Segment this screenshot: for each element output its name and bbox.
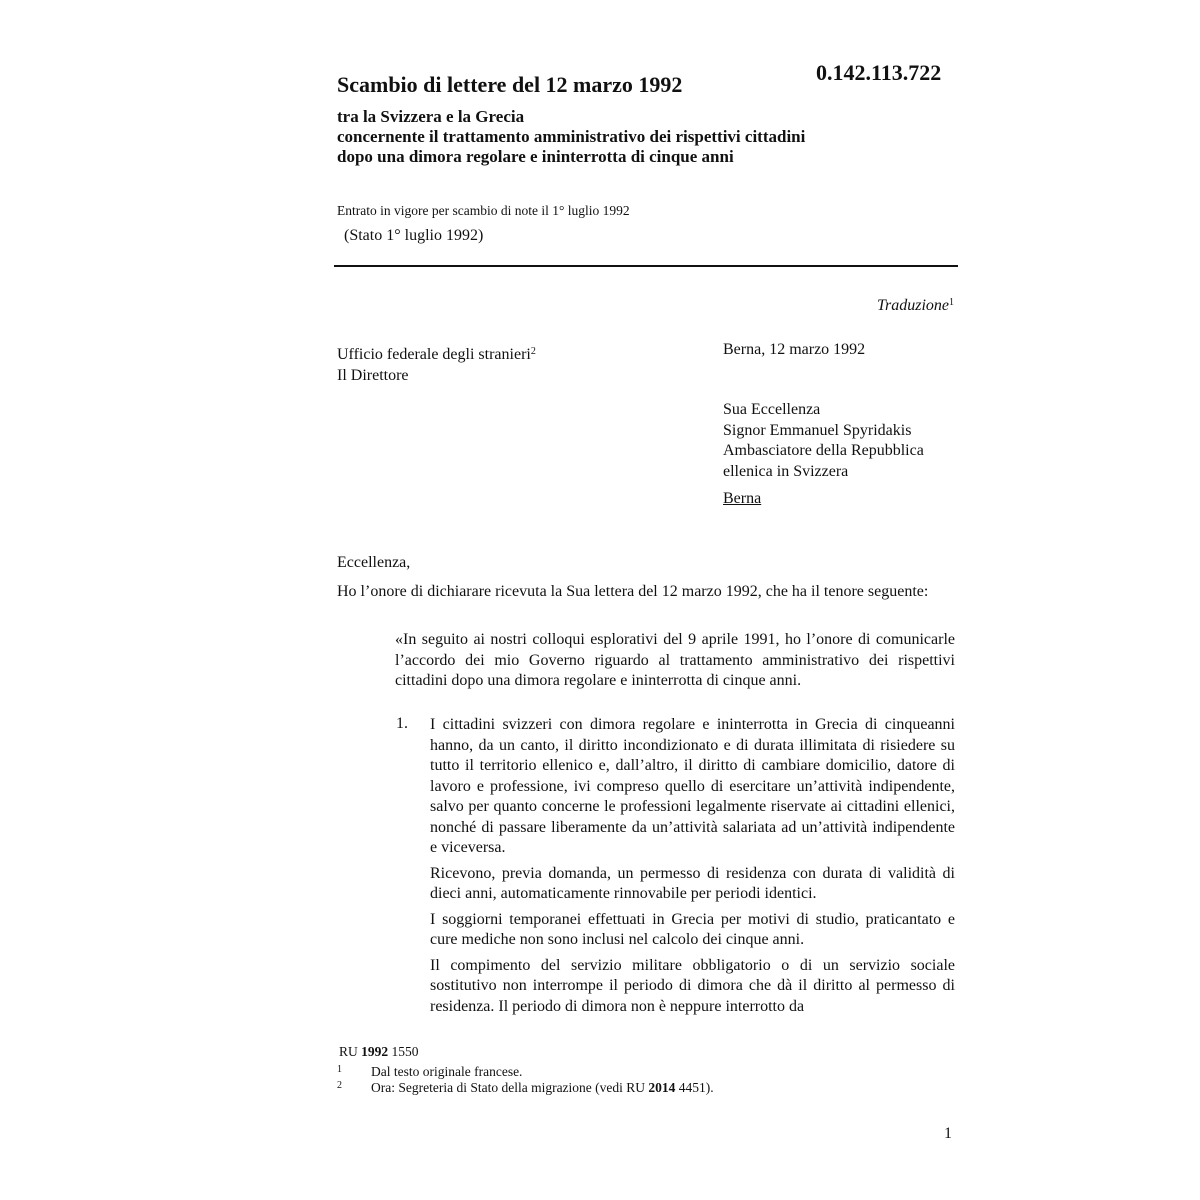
sender-block bbox=[337, 341, 536, 386]
letter-date: Berna, 12 marzo 1992 bbox=[723, 341, 866, 358]
sender-role: Il Direttore bbox=[337, 367, 409, 384]
item-paragraph: I soggiorni temporanei effettuati in Grecia per motivi di studio, praticantato e cure mediche non sono inclusi nel calcolo dei cinque anni. bbox=[430, 910, 955, 948]
footnote-ref[interactable]: 1 bbox=[949, 297, 954, 308]
footnote-text-part: Ora: Segreteria di Stato della migrazione (vedi RU bbox=[371, 1080, 646, 1095]
item-paragraph: Il compimento del servizio militare obbligatorio o di un servizio sociale sostitutivo non interrompe il periodo di dimora che dà il diritto al permesso di residenza. Il periodo di dimora non è neppure interrotto da bbox=[430, 956, 955, 1015]
footnote bbox=[337, 1064, 714, 1080]
header-divider bbox=[334, 265, 958, 267]
list-item-number: 1. bbox=[396, 715, 408, 732]
ru-reference bbox=[339, 1044, 419, 1060]
subtitle-line: concernente il trattamento amministrativo dei rispettivi cittadini bbox=[337, 127, 806, 146]
intro-paragraph: Ho l’onore di dichiarare ricevuta la Sua lettera del 12 marzo 1992, che ha il tenore seguente: bbox=[337, 583, 929, 600]
salutation: Eccellenza, bbox=[337, 554, 411, 571]
recipient-block bbox=[723, 400, 924, 482]
ru-page: 1550 bbox=[391, 1044, 419, 1059]
translation-text: Traduzione bbox=[876, 297, 949, 314]
footnote-number: 2 bbox=[337, 1080, 342, 1091]
status-note: (Stato 1° luglio 1992) bbox=[344, 227, 484, 244]
item-paragraph: I cittadini svizzeri con dimora regolare e ininterrotta in Grecia di cinqueanni hanno, da un canto, il diritto incondizionato e di durata illimitata di risiedere su tutto il territorio ellenico e, dall’altro, il diritto di cambiare domicilio, datore di lavoro e professione, ivi compreso quello di esercitare un’attività indipendente, salvo per quanto concerne le professioni legalmente riservate ai cittadini ellenici, nonché di passare liberamente da un’attività salariata ad un’attività indipendente e viceversa. bbox=[430, 716, 955, 856]
quoted-letter-intro: «In seguito ai nostri colloqui esplorativi del 9 aprile 1991, ho l’onore di comunicarle l’accordo dei mio Governo riguardo al trattamento amministrativo dei rispettivi cittadini dopo una dimora regolare e ininterrotta di cinque anni. bbox=[395, 631, 955, 689]
document-title: Scambio di lettere del 12 marzo 1992 bbox=[337, 72, 683, 97]
subtitle-line: tra la Svizzera e la Grecia bbox=[337, 107, 525, 126]
list-item-body bbox=[430, 715, 955, 1022]
footnote-ref[interactable]: 2 bbox=[530, 346, 536, 357]
recipient-city: Berna bbox=[723, 490, 762, 507]
footnote-text bbox=[371, 1080, 714, 1096]
footnote-bold-year: 2014 bbox=[648, 1080, 676, 1095]
ru-prefix: RU bbox=[339, 1044, 358, 1059]
sender-office: Ufficio federale degli stranieri bbox=[337, 346, 531, 363]
recipient-line: Sua Eccellenza bbox=[723, 401, 821, 418]
footnote-number: 1 bbox=[337, 1064, 342, 1075]
recipient-line: Signor Emmanuel Spyridakis bbox=[723, 421, 912, 439]
subtitle-line: dopo una dimora regolare e ininterrotta di cinque anni bbox=[337, 147, 734, 166]
sr-number: 0.142.113.722 bbox=[816, 60, 942, 85]
footnote-text-part: 4451). bbox=[678, 1080, 714, 1095]
translation-label bbox=[877, 297, 954, 315]
recipient-line: ellenica in Svizzera bbox=[723, 462, 849, 480]
footnotes bbox=[337, 1064, 714, 1096]
ru-year: 1992 bbox=[361, 1044, 389, 1059]
in-force-note: Entrato in vigore per scambio di note il 1° luglio 1992 bbox=[337, 203, 630, 218]
footnote bbox=[337, 1080, 714, 1096]
footnote-text: Dal testo originale francese. bbox=[371, 1064, 523, 1079]
page-number: 1 bbox=[944, 1125, 952, 1142]
document-subtitle bbox=[337, 107, 805, 167]
recipient-line: Ambasciatore della Repubblica bbox=[723, 442, 924, 459]
item-paragraph: Ricevono, previa domanda, un permesso di residenza con durata di validità di dieci anni, automaticamente rinnovabile per periodi identici. bbox=[430, 864, 955, 902]
